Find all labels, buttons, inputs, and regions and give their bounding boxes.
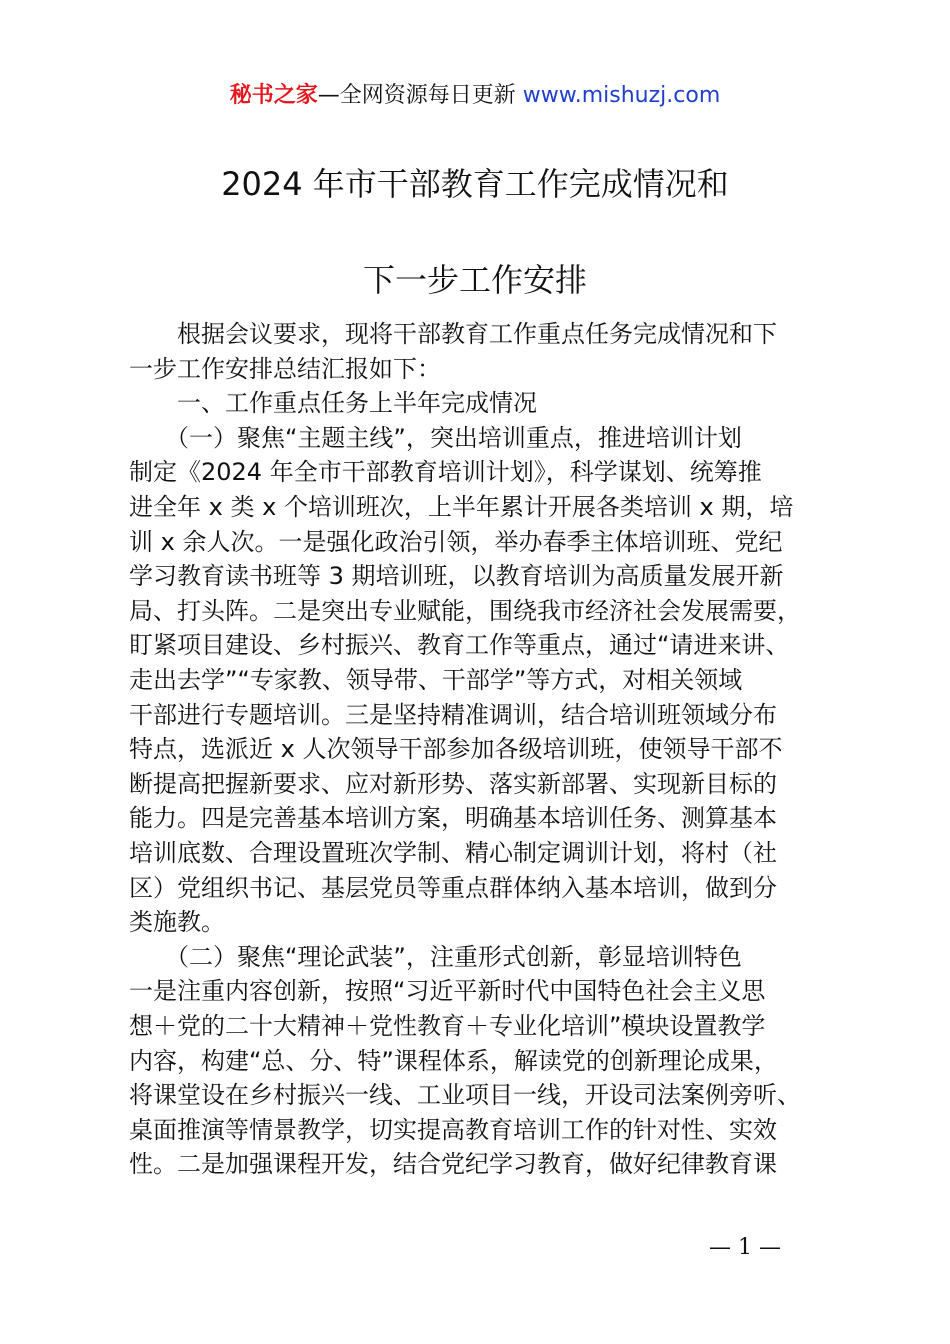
body-line: 将课堂设在乡村振兴一线、工业项目一线，开设司法案例旁听、: [129, 1081, 801, 1110]
body-line: 进全年 x 类 x 个培训班次，上半年累计开展各类培训 x 期，培: [129, 493, 794, 521]
body-line: 学习教育读书班等 3 期培训班，以教育培训为高质量发展开新: [129, 562, 784, 591]
site-header: [0, 82, 950, 110]
document-title-line-1: 2024 年市干部教育工作完成情况和: [221, 165, 729, 203]
body-line: 特点，选派近 x 人次领导干部参加各级培训班，使领导干部不: [129, 735, 783, 764]
body-line: 一是注重内容创新，按照“习近平新时代中国特色社会主义思: [129, 977, 766, 1006]
body-line: 训 x 余人次。一是强化政治引领，举办春季主体培训班、党纪: [129, 527, 783, 556]
body-line: 一、工作重点任务上半年完成情况: [129, 389, 537, 418]
site-url-link[interactable]: www.mishuzj.com: [522, 83, 721, 108]
body-line: 能力。四是完善基本培训方案，明确基本培训任务、测算基本: [129, 804, 777, 833]
body-line: 类施教。: [129, 908, 225, 937]
body-line: 局、打头阵。二是突出专业赋能，围绕我市经济社会发展需要，: [129, 596, 801, 625]
body-line: 根据会议要求，现将干部教育工作重点任务完成情况和下: [129, 320, 777, 348]
body-line: （一）聚焦“主题主线”，突出培训重点，推进培训计划: [129, 423, 742, 452]
body-line: 区）党组织书记、基层党员等重点群体纳入基本培训，做到分: [129, 873, 777, 902]
page-number: — 1 —: [709, 1235, 781, 1260]
body-line: 断提高把握新要求、应对新形势、落实新部署、实现新目标的: [129, 769, 777, 798]
brand-name: 秘书之家: [229, 83, 318, 108]
body-line: （二）聚焦“理论武装”，注重形式创新，彰显培训特色: [129, 942, 742, 971]
header-dash: —: [317, 83, 340, 108]
body-line: 性。二是加强课程开发，结合党纪学习教育，做好纪律教育课: [129, 1150, 777, 1179]
body-line: 培训底数、合理设置班次学制、精心制定调训计划，将村（社: [129, 839, 777, 867]
body-line: 桌面推演等情景教学，切实提高教育培训工作的针对性、实效: [129, 1115, 777, 1144]
body-line: 一步工作安排总结汇报如下：: [129, 354, 441, 383]
document-title-line-2: 下一步工作安排: [362, 261, 587, 299]
body-line: 想＋党的二十大精神＋党性教育＋专业化培训”模块设置教学: [129, 1012, 766, 1040]
body-line: 盯紧项目建设、乡村振兴、教育工作等重点，通过“请进来讲、: [129, 631, 790, 660]
body-line: 制定《2024 年全市干部教育培训计划》，科学谋划、统筹推: [129, 458, 762, 487]
header-tagline: 全网资源每日更新: [339, 83, 523, 108]
body-line: 干部进行专题培训。三是坚持精准调训，结合培训班领域分布: [129, 700, 777, 729]
body-line: 内容，构建“总、分、特”课程体系，解读党的创新理论成果，: [129, 1046, 778, 1075]
body-line: 走出去学”“专家教、领导带、干部学”等方式，对相关领域: [129, 666, 743, 694]
